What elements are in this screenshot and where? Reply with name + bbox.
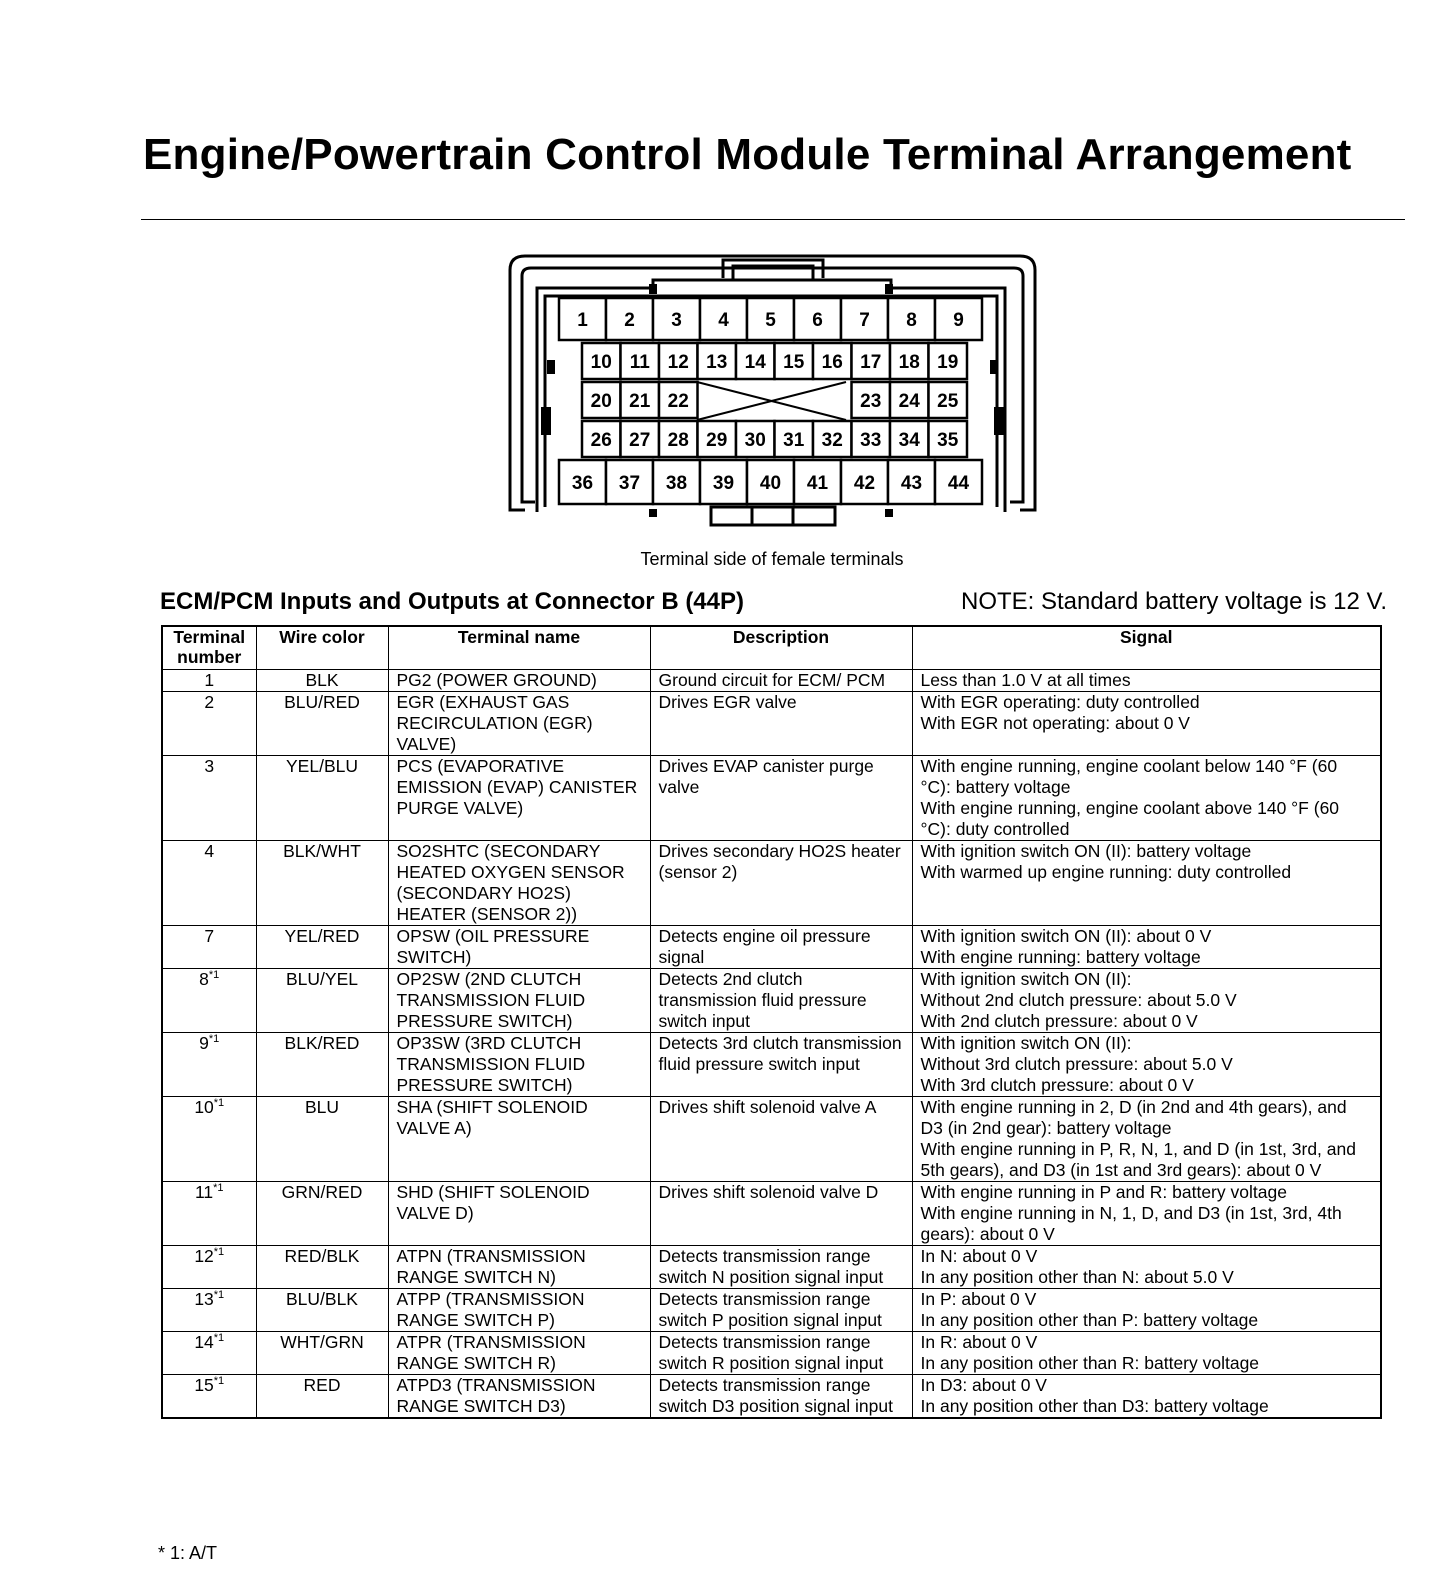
- description-cell: [650, 1097, 912, 1182]
- page-title: Engine/Powertrain Control Module Terminal Arrangement: [143, 130, 1352, 179]
- terminal-name-cell-text: ATPD3 (TRANSMISSION RANGE SWITCH D3): [396, 1375, 596, 1416]
- wire-color-cell: [256, 969, 388, 1033]
- signal-cell: [912, 692, 1381, 756]
- description-cell-text: Detects engine oil pressure signal: [658, 926, 871, 967]
- table-row: [162, 1182, 1381, 1246]
- table-row: [162, 670, 1381, 692]
- terminal-number: 18: [898, 352, 920, 373]
- terminal-number: 17: [860, 352, 882, 373]
- terminal-name-cell-text: SO2SHTC (SECONDARY HEATED OXYGEN SENSOR (SECONDARY HO2S) HEATER (SENSOR 2)): [396, 841, 625, 924]
- signal-cell: [912, 1289, 1381, 1332]
- terminal-cell: [890, 343, 929, 379]
- terminal-number: 28: [667, 430, 689, 451]
- terminal-number-cell: [162, 692, 256, 756]
- terminal-number-cell-text: 15: [194, 1375, 214, 1395]
- description-cell: [650, 1375, 912, 1419]
- description-cell-text: Detects transmission range switch R position signal input: [658, 1332, 884, 1373]
- description-cell-text: Detects transmission range switch P position signal input: [658, 1289, 882, 1330]
- terminal-cell: [736, 421, 775, 457]
- table-row: [162, 1097, 1381, 1182]
- terminal-cell: [559, 460, 606, 504]
- terminal-number-cell: [162, 1097, 256, 1182]
- wire-color-cell-text: BLK/RED: [284, 1033, 360, 1053]
- description-cell: [650, 670, 912, 692]
- terminal-cell: [890, 382, 929, 418]
- signal-cell: [912, 1182, 1381, 1246]
- terminal-number: 42: [853, 473, 876, 494]
- terminal-number: 7: [859, 310, 870, 331]
- signal-cell-text: With ignition switch ON (II): Without 2nd clutch pressure: about 5.0 V With 2nd clutch pressure: about 0 V: [920, 969, 1237, 1031]
- terminal-name-cell-text: ATPP (TRANSMISSION RANGE SWITCH P): [396, 1289, 585, 1330]
- signal-cell-text: With ignition switch ON (II): about 0 V With engine running: battery voltage: [920, 926, 1212, 967]
- terminal-name-cell-text: ATPR (TRANSMISSION RANGE SWITCH R): [396, 1332, 586, 1373]
- terminal-number: 21: [629, 391, 651, 412]
- terminal-number-cell-text: 9: [199, 1033, 209, 1053]
- wire-color-cell-text: BLU/RED: [284, 692, 360, 712]
- terminal-cell: [852, 421, 891, 457]
- terminal-cell: [935, 298, 982, 340]
- terminal-cell: [653, 460, 700, 504]
- terminal-number-cell: [162, 841, 256, 926]
- terminal-name-cell-text: OP2SW (2ND CLUTCH TRANSMISSION FLUID PRESSURE SWITCH): [396, 969, 586, 1031]
- terminal-name-cell-text: SHD (SHIFT SOLENOID VALVE D): [396, 1182, 590, 1223]
- terminal-number-cell: [162, 1289, 256, 1332]
- header-description: Description: [650, 626, 912, 670]
- terminal-cell: [935, 460, 982, 504]
- terminal-number: 39: [712, 473, 735, 494]
- terminal-number: 44: [947, 473, 970, 494]
- terminal-number-cell-text: 12: [194, 1246, 214, 1266]
- terminal-cell: [698, 421, 737, 457]
- signal-cell: [912, 926, 1381, 969]
- terminal-cell: [841, 298, 888, 340]
- terminal-name-cell: [388, 841, 650, 926]
- table-row: [162, 756, 1381, 841]
- terminal-cell: [747, 460, 794, 504]
- signal-cell-text: In P: about 0 V In any position other than P: battery voltage: [920, 1289, 1259, 1330]
- description-cell-text: Detects 2nd clutch transmission fluid pressure switch input: [658, 969, 867, 1031]
- terminal-cell: [852, 343, 891, 379]
- wire-color-cell-text: BLU/YEL: [286, 969, 358, 989]
- terminal-cell: [582, 421, 621, 457]
- terminal-number: 13: [706, 352, 728, 373]
- terminal-name-cell: [388, 670, 650, 692]
- terminal-number: 3: [671, 310, 682, 331]
- signal-cell: [912, 756, 1381, 841]
- signal-cell: [912, 1097, 1381, 1182]
- terminal-number: 14: [744, 352, 766, 373]
- terminal-number-cell: [162, 756, 256, 841]
- terminal-number: 34: [898, 430, 920, 451]
- terminal-number: 5: [765, 310, 776, 331]
- wire-color-cell-text: BLK: [305, 670, 339, 690]
- signal-cell: [912, 969, 1381, 1033]
- terminal-number: 41: [806, 473, 829, 494]
- terminal-cell: [621, 343, 660, 379]
- terminal-name-cell-text: PG2 (POWER GROUND): [396, 670, 597, 690]
- description-cell: [650, 756, 912, 841]
- terminal-name-cell: [388, 1332, 650, 1375]
- terminal-number: 8: [906, 310, 917, 331]
- terminal-number: 6: [812, 310, 823, 331]
- description-cell: [650, 1182, 912, 1246]
- table-row: [162, 1289, 1381, 1332]
- terminal-table: [161, 625, 1382, 1419]
- description-cell: [650, 1332, 912, 1375]
- footnote-marker: *1: [213, 1289, 225, 1302]
- signal-cell: [912, 1033, 1381, 1097]
- description-cell: [650, 692, 912, 756]
- terminal-number-cell: [162, 670, 256, 692]
- terminal-cell: [582, 343, 621, 379]
- description-cell: [650, 926, 912, 969]
- terminal-name-cell: [388, 926, 650, 969]
- terminal-number-cell-text: 14: [194, 1332, 214, 1352]
- terminal-number-cell: [162, 1182, 256, 1246]
- terminal-cell: [813, 421, 852, 457]
- terminal-name-cell-text: SHA (SHIFT SOLENOID VALVE A): [396, 1097, 588, 1138]
- description-cell: [650, 1289, 912, 1332]
- terminal-number: 24: [898, 391, 920, 412]
- terminal-cell: [736, 343, 775, 379]
- terminal-name-cell: [388, 1033, 650, 1097]
- description-cell-text: Drives secondary HO2S heater (sensor 2): [658, 841, 901, 882]
- signal-cell: [912, 670, 1381, 692]
- table-row: [162, 1332, 1381, 1375]
- terminal-cell: [698, 343, 737, 379]
- terminal-cell: [888, 460, 935, 504]
- footnote-marker: *1: [213, 1375, 225, 1388]
- terminal-number-cell-text: 7: [204, 926, 215, 946]
- terminal-number-cell: [162, 1375, 256, 1419]
- terminal-cell: [775, 421, 814, 457]
- terminal-name-cell: [388, 1182, 650, 1246]
- signal-cell: [912, 841, 1381, 926]
- wire-color-cell: [256, 1033, 388, 1097]
- description-cell-text: Drives shift solenoid valve A: [658, 1097, 877, 1117]
- footnote-marker: *1: [213, 1246, 225, 1259]
- terminal-number: 19: [937, 352, 959, 373]
- signal-cell-text: With engine running, engine coolant below 140 °F (60 °C): battery voltage With engine running, engine coolant above 140 °F (60 °C): duty controlled: [920, 756, 1340, 839]
- description-cell: [650, 1033, 912, 1097]
- header-wire-color: Wire color: [256, 626, 388, 670]
- terminal-cell: [621, 421, 660, 457]
- signal-cell-text: In N: about 0 V In any position other than N: about 5.0 V: [920, 1246, 1234, 1287]
- title-divider: [141, 219, 1405, 220]
- table-row: [162, 926, 1381, 969]
- description-cell-text: Detects 3rd clutch transmission fluid pressure switch input: [658, 1033, 902, 1074]
- terminal-name-cell-text: PCS (EVAPORATIVE EMISSION (EVAP) CANISTER PURGE VALVE): [396, 756, 638, 818]
- terminal-cell: [794, 298, 841, 340]
- terminal-name-cell: [388, 1289, 650, 1332]
- terminal-number: 37: [618, 473, 641, 494]
- terminal-cell: [582, 382, 621, 418]
- wire-color-cell-text: WHT/GRN: [280, 1332, 364, 1352]
- terminal-number-cell-text: 11: [194, 1182, 214, 1202]
- terminal-cell: [747, 298, 794, 340]
- terminal-cell: [813, 343, 852, 379]
- terminal-number: 27: [629, 430, 651, 451]
- wire-color-cell: [256, 1332, 388, 1375]
- terminal-name-cell: [388, 692, 650, 756]
- terminal-cell: [653, 298, 700, 340]
- terminal-cell: [700, 460, 747, 504]
- terminal-name-cell-text: OP3SW (3RD CLUTCH TRANSMISSION FLUID PRESSURE SWITCH): [396, 1033, 586, 1095]
- terminal-cell: [700, 298, 747, 340]
- terminal-number-cell-text: 10: [194, 1097, 214, 1117]
- terminal-cell: [606, 298, 653, 340]
- terminal-number: 10: [590, 352, 612, 373]
- terminal-number: 9: [953, 310, 964, 331]
- terminal-name-cell-text: ATPN (TRANSMISSION RANGE SWITCH N): [396, 1246, 586, 1287]
- terminal-number: 4: [718, 310, 729, 331]
- wire-color-cell-text: GRN/RED: [281, 1182, 363, 1202]
- section-heading: ECM/PCM Inputs and Outputs at Connector B (44P): [160, 588, 745, 615]
- description-cell-text: Detects transmission range switch D3 position signal input: [658, 1375, 893, 1416]
- terminal-cell: [621, 382, 660, 418]
- terminal-number-cell: [162, 969, 256, 1033]
- signal-cell: [912, 1332, 1381, 1375]
- terminal-number: 32: [821, 430, 843, 451]
- wire-color-cell: [256, 756, 388, 841]
- wire-color-cell-text: BLK/WHT: [283, 841, 361, 861]
- terminal-cell: [841, 460, 888, 504]
- terminal-number: 11: [629, 352, 650, 373]
- description-cell: [650, 969, 912, 1033]
- description-cell-text: Drives EGR valve: [658, 692, 797, 712]
- terminal-number-cell-text: 13: [194, 1289, 214, 1309]
- terminal-cell: [775, 343, 814, 379]
- signal-cell-text: With engine running in 2, D (in 2nd and 4th gears), and D3 (in 2nd gear): battery voltage With engine running in P, R, N, 1, and D (in 1st, 3rd, and 5th gears), and D3 (in 1st and 3rd gears): about 0 V: [920, 1097, 1356, 1180]
- signal-cell-text: Less than 1.0 V at all times: [920, 670, 1131, 690]
- description-cell-text: Drives EVAP canister purge valve: [658, 756, 874, 797]
- terminal-number: 36: [571, 473, 594, 494]
- terminal-number-cell: [162, 1033, 256, 1097]
- signal-cell: [912, 1246, 1381, 1289]
- wire-color-cell-text: BLU/BLK: [286, 1289, 358, 1309]
- footnote-marker: *1: [208, 969, 220, 982]
- terminal-number: 33: [860, 430, 882, 451]
- header-terminal-name: Terminal name: [388, 626, 650, 670]
- wire-color-cell: [256, 692, 388, 756]
- table-row: [162, 969, 1381, 1033]
- terminal-cell: [888, 298, 935, 340]
- signal-cell-text: With EGR operating: duty controlled With EGR not operating: about 0 V: [920, 692, 1200, 733]
- terminal-name-cell: [388, 756, 650, 841]
- terminal-number: 23: [860, 391, 882, 412]
- wire-color-cell-text: RED/BLK: [284, 1246, 360, 1266]
- terminal-name-cell: [388, 969, 650, 1033]
- terminal-number: 2: [624, 310, 635, 331]
- terminal-number: 29: [706, 430, 728, 451]
- description-cell-text: Drives shift solenoid valve D: [658, 1182, 879, 1202]
- terminal-number: 30: [744, 430, 766, 451]
- terminal-cell: [929, 382, 968, 418]
- table-header-row: [162, 626, 1381, 670]
- connector-diagram: [505, 252, 1040, 532]
- table-row: [162, 1246, 1381, 1289]
- terminal-cell: [559, 298, 606, 340]
- wire-color-cell-text: YEL/BLU: [286, 756, 358, 776]
- terminal-number-cell-text: 3: [204, 756, 215, 776]
- wire-color-cell: [256, 926, 388, 969]
- table-row: [162, 692, 1381, 756]
- signal-cell-text: In D3: about 0 V In any position other than D3: battery voltage: [920, 1375, 1269, 1416]
- footnote-marker: *1: [208, 1033, 220, 1046]
- connector-caption: Terminal side of female terminals: [640, 549, 904, 569]
- terminal-cell: [929, 343, 968, 379]
- table-row: [162, 1033, 1381, 1097]
- terminal-cell: [929, 421, 968, 457]
- voltage-note: NOTE: Standard battery voltage is 12 V.: [960, 588, 1387, 615]
- wire-color-cell: [256, 841, 388, 926]
- wire-color-cell: [256, 1246, 388, 1289]
- terminal-number: 31: [783, 430, 805, 451]
- terminal-number-cell: [162, 1332, 256, 1375]
- terminal-number: 22: [667, 391, 689, 412]
- terminal-cell: [659, 421, 698, 457]
- signal-cell-text: With engine running in P and R: battery voltage With engine running in N, 1, D, and D3 (in 1st, 3rd, 4th gears): about 0 V: [920, 1182, 1342, 1244]
- terminal-number-cell-text: 4: [204, 841, 215, 861]
- footnote-marker: *1: [213, 1097, 225, 1110]
- terminal-name-cell: [388, 1246, 650, 1289]
- terminal-number: 38: [665, 473, 688, 494]
- header-signal: Signal: [912, 626, 1381, 670]
- terminal-number-cell-text: 8: [199, 969, 209, 989]
- terminal-number-cell-text: 1: [204, 670, 215, 690]
- terminal-number-cell: [162, 926, 256, 969]
- terminal-number-cell: [162, 1246, 256, 1289]
- connector-blank-area: [697, 382, 846, 420]
- description-cell-text: Detects transmission range switch N position signal input: [658, 1246, 884, 1287]
- table-row: [162, 1375, 1381, 1419]
- terminal-number-cell-text: 2: [204, 692, 215, 712]
- wire-color-cell-text: BLU: [304, 1097, 340, 1117]
- terminal-number: 20: [590, 391, 612, 412]
- signal-cell-text: In R: about 0 V In any position other than R: battery voltage: [920, 1332, 1260, 1373]
- wire-color-cell: [256, 1289, 388, 1332]
- wire-color-cell-text: RED: [303, 1375, 341, 1395]
- wire-color-cell: [256, 1182, 388, 1246]
- terminal-cell: [852, 382, 891, 418]
- footnote-marker: *1: [213, 1332, 225, 1345]
- terminal-cell: [659, 343, 698, 379]
- wire-color-cell-text: YEL/RED: [284, 926, 360, 946]
- description-cell: [650, 1246, 912, 1289]
- footnote: * 1: A/T: [158, 1543, 218, 1563]
- terminal-name-cell: [388, 1375, 650, 1419]
- terminal-cell: [794, 460, 841, 504]
- terminal-name-cell-text: OPSW (OIL PRESSURE SWITCH): [396, 926, 590, 967]
- terminal-number: 43: [900, 473, 923, 494]
- terminal-name-cell: [388, 1097, 650, 1182]
- description-cell: [650, 841, 912, 926]
- header-terminal-number: Terminal number: [162, 626, 256, 670]
- signal-cell-text: With ignition switch ON (II): battery voltage With warmed up engine running: duty controlled: [920, 841, 1292, 882]
- wire-color-cell: [256, 670, 388, 692]
- footnote-marker: *1: [213, 1182, 224, 1195]
- description-cell-text: Ground circuit for ECM/ PCM: [658, 670, 886, 690]
- terminal-cell: [890, 421, 929, 457]
- terminal-number: 12: [667, 352, 689, 373]
- terminal-number: 25: [937, 391, 959, 412]
- terminal-cell: [606, 460, 653, 504]
- signal-cell: [912, 1375, 1381, 1419]
- terminal-number: 1: [577, 310, 588, 331]
- wire-color-cell: [256, 1097, 388, 1182]
- terminal-number: 40: [759, 473, 782, 494]
- terminal-name-cell-text: EGR (EXHAUST GAS RECIRCULATION (EGR) VALVE): [396, 692, 593, 754]
- terminal-cell: [659, 382, 698, 418]
- table-row: [162, 841, 1381, 926]
- signal-cell-text: With ignition switch ON (II): Without 3rd clutch pressure: about 5.0 V With 3rd clutch pressure: about 0 V: [920, 1033, 1233, 1095]
- wire-color-cell: [256, 1375, 388, 1419]
- terminal-number: 35: [937, 430, 959, 451]
- terminal-number: 16: [821, 352, 843, 373]
- terminal-number: 15: [783, 352, 805, 373]
- terminal-number: 26: [590, 430, 612, 451]
